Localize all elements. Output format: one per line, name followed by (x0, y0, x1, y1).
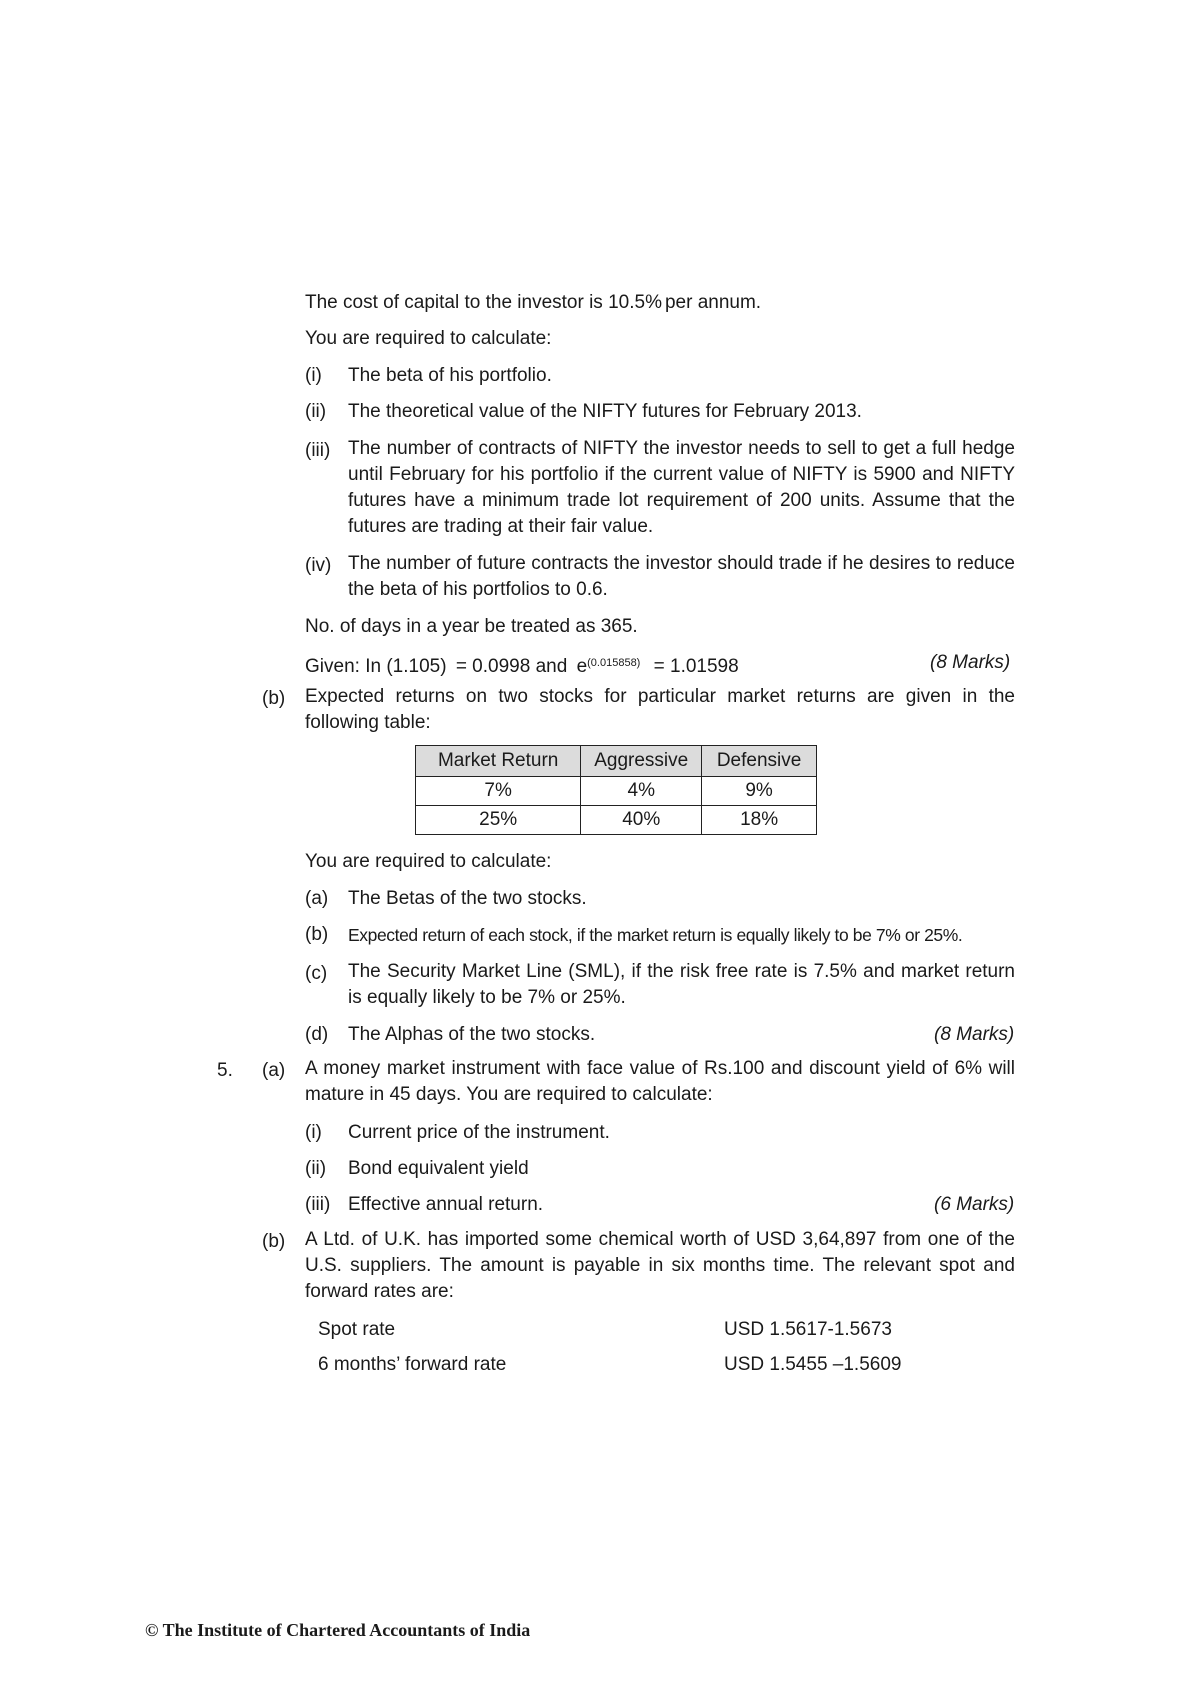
q5b-label: (b) (262, 1231, 286, 1252)
marks-4b: (8 Marks) (934, 1024, 1015, 1045)
given-e-value: = 1.01598 (653, 656, 739, 677)
footer-copyright: © The Institute of Chartered Accountants of India (145, 1620, 531, 1640)
table-header-cell: Aggressive (581, 746, 702, 777)
cost-of-capital-line (305, 292, 761, 314)
table-cell: 18% (702, 806, 817, 835)
item-num: (d) (305, 1024, 329, 1045)
item-num: (iii) (305, 440, 331, 461)
item-text: The Security Market Line (SML), if the risk free rate is 7.5% and market return is equally likely to be 7% or 25%. (348, 961, 1015, 1008)
item-num: (i) (305, 1122, 322, 1143)
market-return-table (415, 745, 817, 835)
q5b-intro: A Ltd. of U.K. has imported some chemical worth of USD 3,64,897 from one of the U.S. suppliers. The amount is payable in six months time. The relevant spot and forward rates are: (305, 1229, 1015, 1302)
item-num: (i) (305, 365, 322, 386)
table-cell: 40% (581, 806, 702, 835)
required-heading-4b: You are required to calculate: (305, 851, 552, 872)
table-row (416, 777, 817, 806)
item-num: (ii) (305, 401, 327, 422)
rate-value-forward: USD 1.5455 –1.5609 (724, 1354, 902, 1375)
item-text: Effective annual return. (348, 1194, 544, 1215)
marks-4a: (8 Marks) (930, 652, 1011, 673)
item-num: (b) (305, 924, 329, 945)
item-num: (a) (305, 888, 329, 909)
given-line (305, 652, 739, 678)
item-text: The beta of his portfolio. (348, 365, 552, 386)
q4b-intro: Expected returns on two stocks for particular market returns are given in the following table: (305, 686, 1015, 733)
days-note: No. of days in a year be treated as 365. (305, 616, 638, 637)
item-text: The number of future contracts the investor should trade if he desires to reduce the beta of his portfolios to 0.6. (348, 553, 1015, 600)
q4b-label: (b) (262, 688, 286, 709)
table-cell: 25% (416, 806, 581, 835)
item-text: The theoretical value of the NIFTY futures for February 2013. (348, 401, 862, 422)
table-cell: 4% (581, 777, 702, 806)
item-num: (c) (305, 963, 328, 984)
item-num: (ii) (305, 1158, 327, 1179)
cost-of-capital-prefix: The cost of capital to the investor is (305, 292, 603, 313)
marks-5a: (6 Marks) (934, 1194, 1015, 1215)
cost-of-capital-rate: 10.5% (608, 292, 662, 313)
item-num: (iv) (305, 555, 332, 576)
item-text: Expected return of each stock, if the market return is equally likely to be 7% or 25%. (348, 925, 963, 945)
item-text: The Betas of the two stocks. (348, 888, 587, 909)
table-header-cell: Market Return (416, 746, 581, 777)
item-text: Current price of the instrument. (348, 1122, 610, 1143)
rate-label-forward: 6 months’ forward rate (318, 1354, 507, 1375)
item-num: (iii) (305, 1194, 331, 1215)
table-cell: 9% (702, 777, 817, 806)
table-cell: 7% (416, 777, 581, 806)
required-heading-4a: You are required to calculate: (305, 328, 552, 349)
q5a-label: (a) (262, 1060, 286, 1081)
given-e-base: e (576, 656, 588, 677)
rate-label-spot: Spot rate (318, 1319, 396, 1340)
given-exponential (577, 656, 641, 677)
table-header-row (416, 746, 817, 777)
question-number-5: 5. (217, 1060, 233, 1081)
given-e-exponent: (0.015858) (587, 657, 641, 669)
table-header-cell: Defensive (702, 746, 817, 777)
given-ln-value: = 0.0998 and (455, 656, 568, 677)
q5a-intro: A money market instrument with face value of Rs.100 and discount yield of 6% will mature in 45 days. You are required to calculate: (305, 1058, 1015, 1105)
cost-of-capital-suffix: per annum. (664, 292, 762, 313)
given-label: Given: (305, 656, 360, 677)
table-row (416, 806, 817, 835)
item-text: The Alphas of the two stocks. (348, 1024, 596, 1045)
item-text: Bond equivalent yield (348, 1158, 529, 1179)
given-ln: In (1.105) (365, 656, 447, 677)
item-text: The number of contracts of NIFTY the investor needs to sell to get a full hedge until February for his portfolio if the current value of NIFTY is 5900 and NIFTY futures have a minimum trade lot requirement of 200 units. Assume that the futures are trading at their fair value. (348, 438, 1015, 537)
rate-value-spot: USD 1.5617-1.5673 (724, 1319, 892, 1340)
